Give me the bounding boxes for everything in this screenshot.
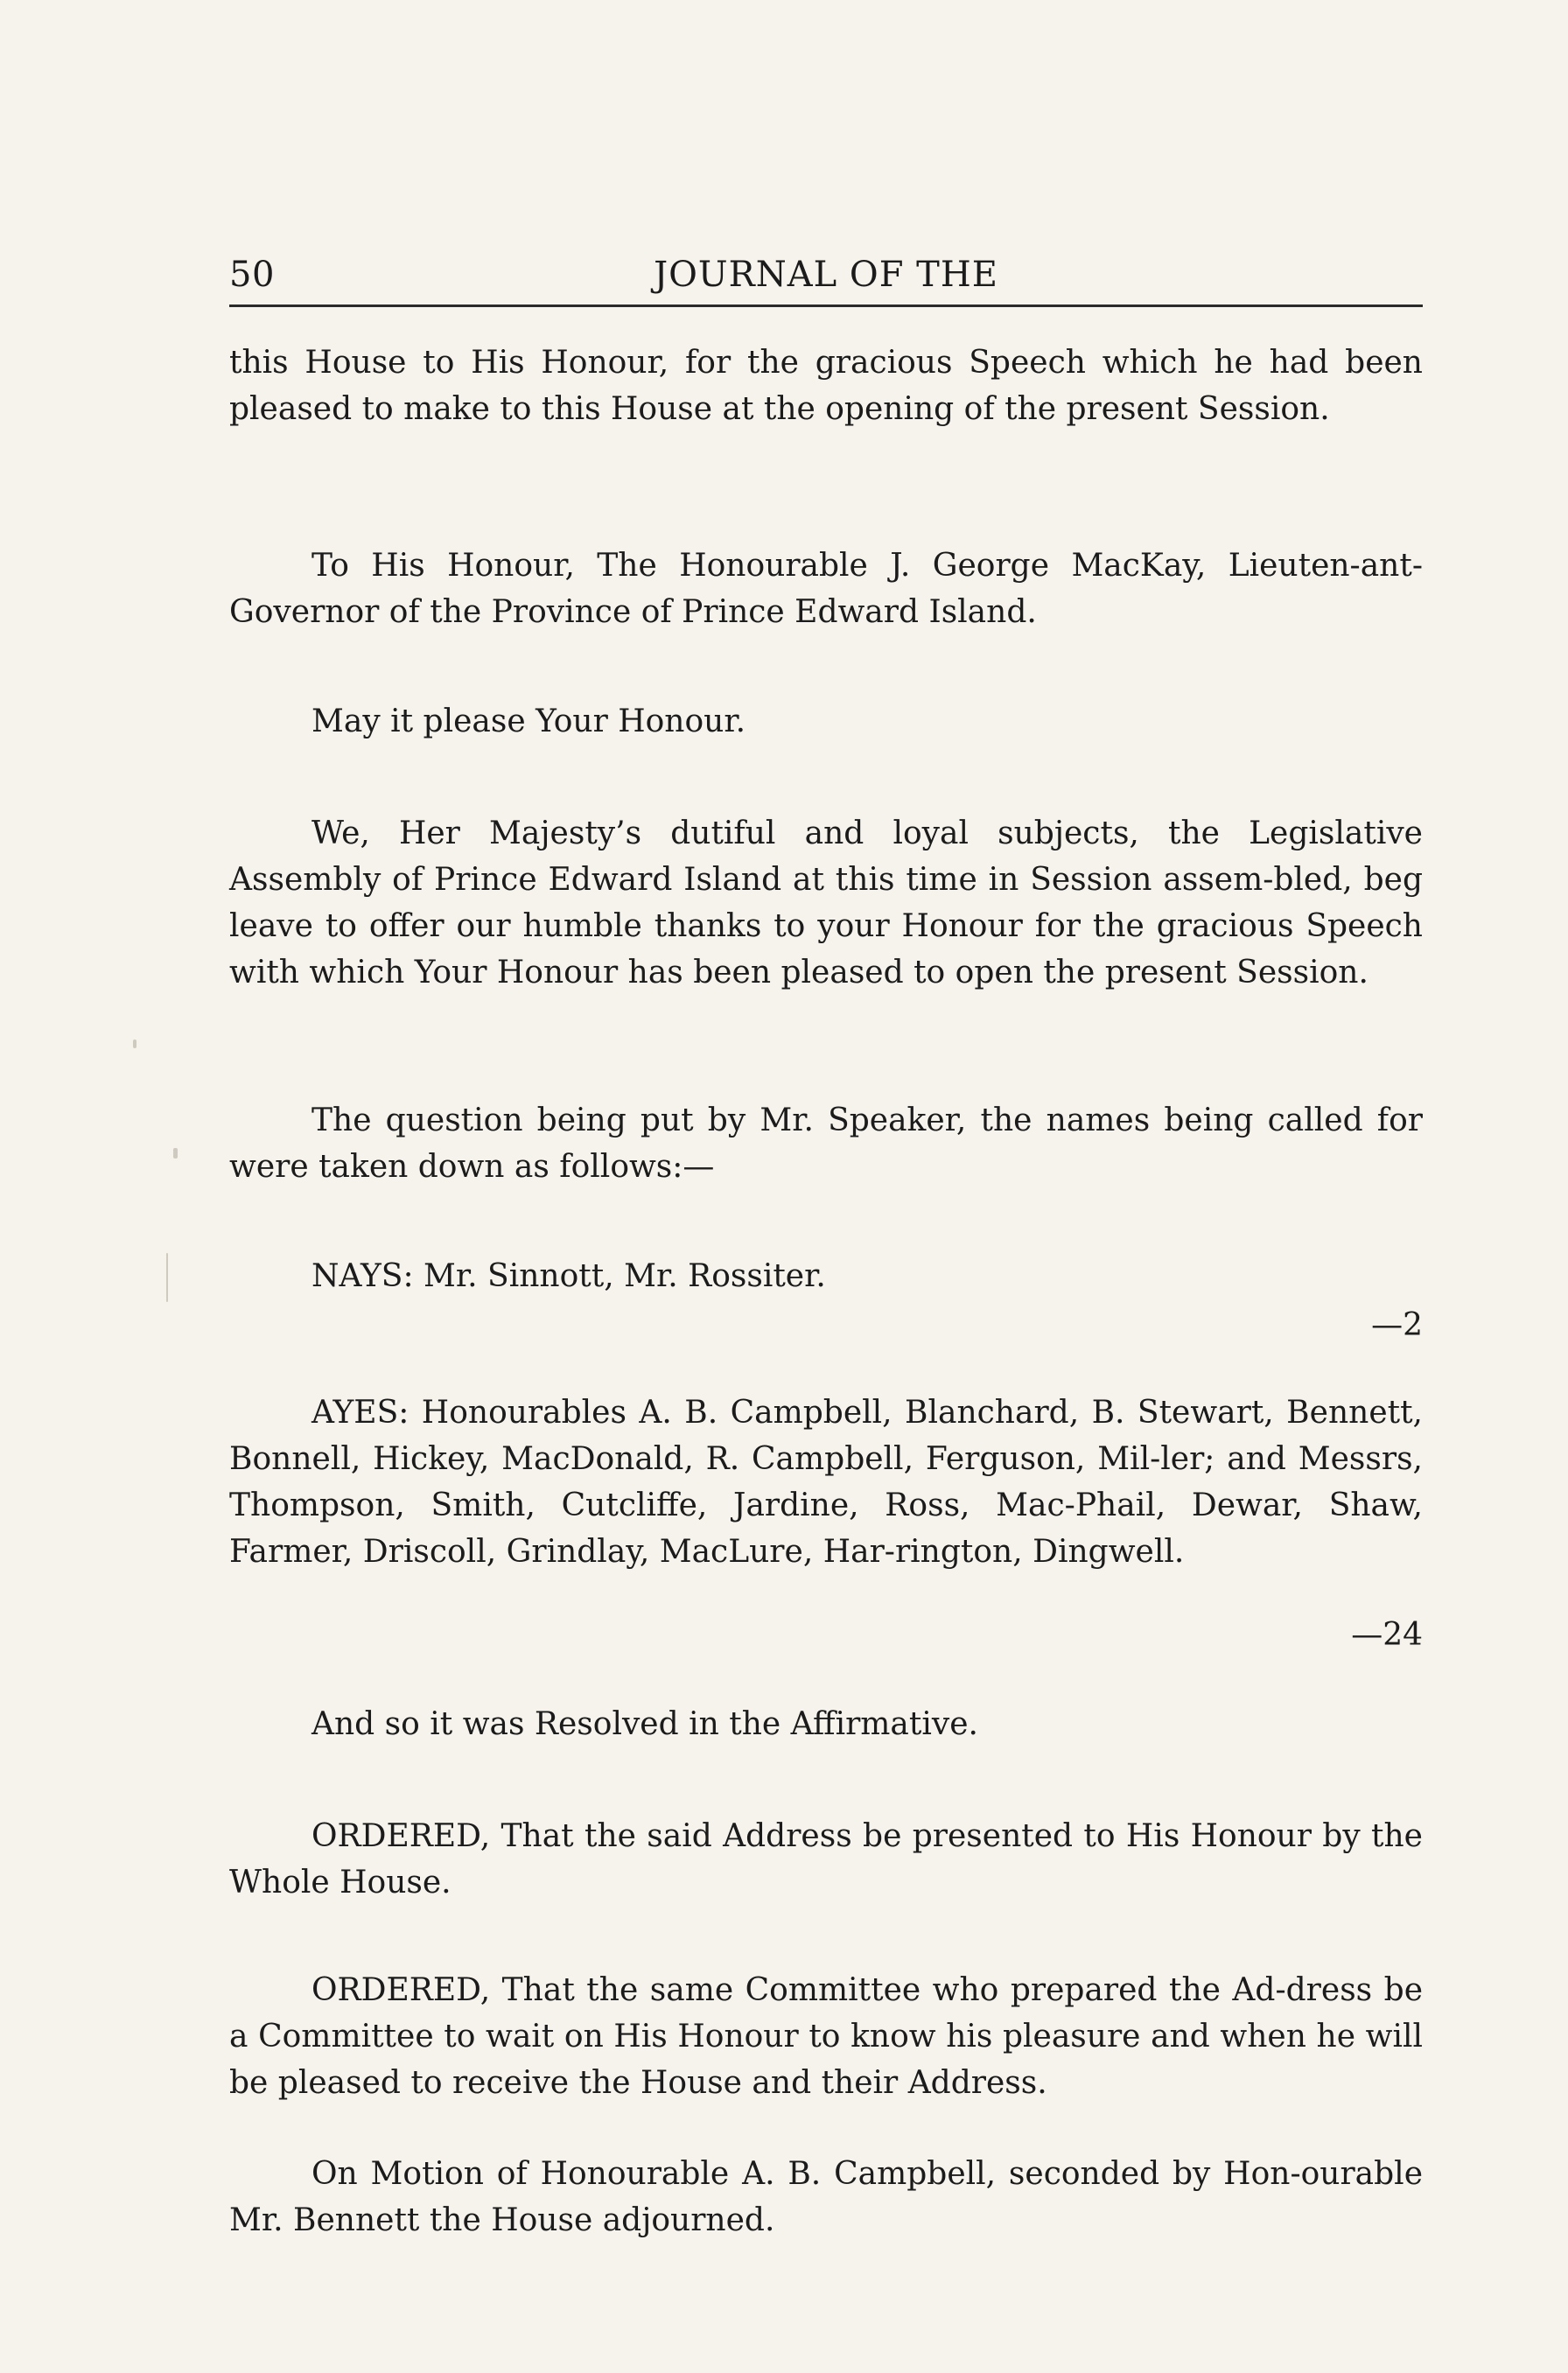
paper-speck: [173, 1148, 178, 1158]
paragraph-address-continuation: this House to His Honour, for the gracious Speech which he had been pleased to make to this House at the opening of the present Session.: [229, 345, 1423, 427]
paper-speck: [133, 1040, 136, 1048]
paragraph-question-put: The question being put by Mr. Speaker, the names being called for were taken down as follows:—: [229, 1102, 1423, 1185]
nays-tally: —2: [1371, 1307, 1423, 1343]
running-head: JOURNAL OF THE: [654, 255, 998, 295]
paragraph-nays: NAYS: Mr. Sinnott, Mr. Rossiter.: [312, 1258, 826, 1294]
page-number: 50: [229, 255, 275, 295]
ayes-tally: —24: [1351, 1617, 1423, 1653]
paragraph-resolved: And so it was Resolved in the Affirmative.: [312, 1706, 978, 1742]
paragraph-salutation: May it please Your Honour.: [312, 704, 746, 739]
paragraph-ordered-presented: ORDERED, That the said Address be presented to His Honour by the Whole House.: [229, 1818, 1423, 1900]
paragraph-address-recipient: To His Honour, The Honourable J. George MacKay, Lieuten-ant-Governor of the Province of Prince Edward Island.: [229, 548, 1423, 630]
paragraph-address-body: We, Her Majesty’s dutiful and loyal subjects, the Legislative Assembly of Prince Edward Island at this time in Session assem-bled, beg leave to offer our humble thanks to your Honour for the gracious Speech with which Your Honour has been pleased to open the present Session.: [229, 816, 1423, 990]
paragraph-adjourned: On Motion of Honourable A. B. Campbell, seconded by Hon-ourable Mr. Bennett the House adjourned.: [229, 2156, 1423, 2238]
paragraph-ayes: AYES: Honourables A. B. Campbell, Blanchard, B. Stewart, Bennett, Bonnell, Hickey, MacDonald, R. Campbell, Ferguson, Mil-ler; and Messrs, Thompson, Smith, Cutcliffe, Jardine, Ross, Mac-Phail, Dewar, Shaw, Farmer, Driscoll, Grindlay, MacLure, Har-rington, Dingwell.: [229, 1395, 1423, 1570]
header-rule: [229, 304, 1423, 307]
paragraph-ordered-committee: ORDERED, That the same Committee who prepared the Ad-dress be a Committee to wait on His Honour to know his pleasure and when he will be pleased to receive the House and their Address.: [229, 1972, 1423, 2101]
paper-speck: [166, 1253, 168, 1302]
page-header: [229, 247, 1423, 303]
